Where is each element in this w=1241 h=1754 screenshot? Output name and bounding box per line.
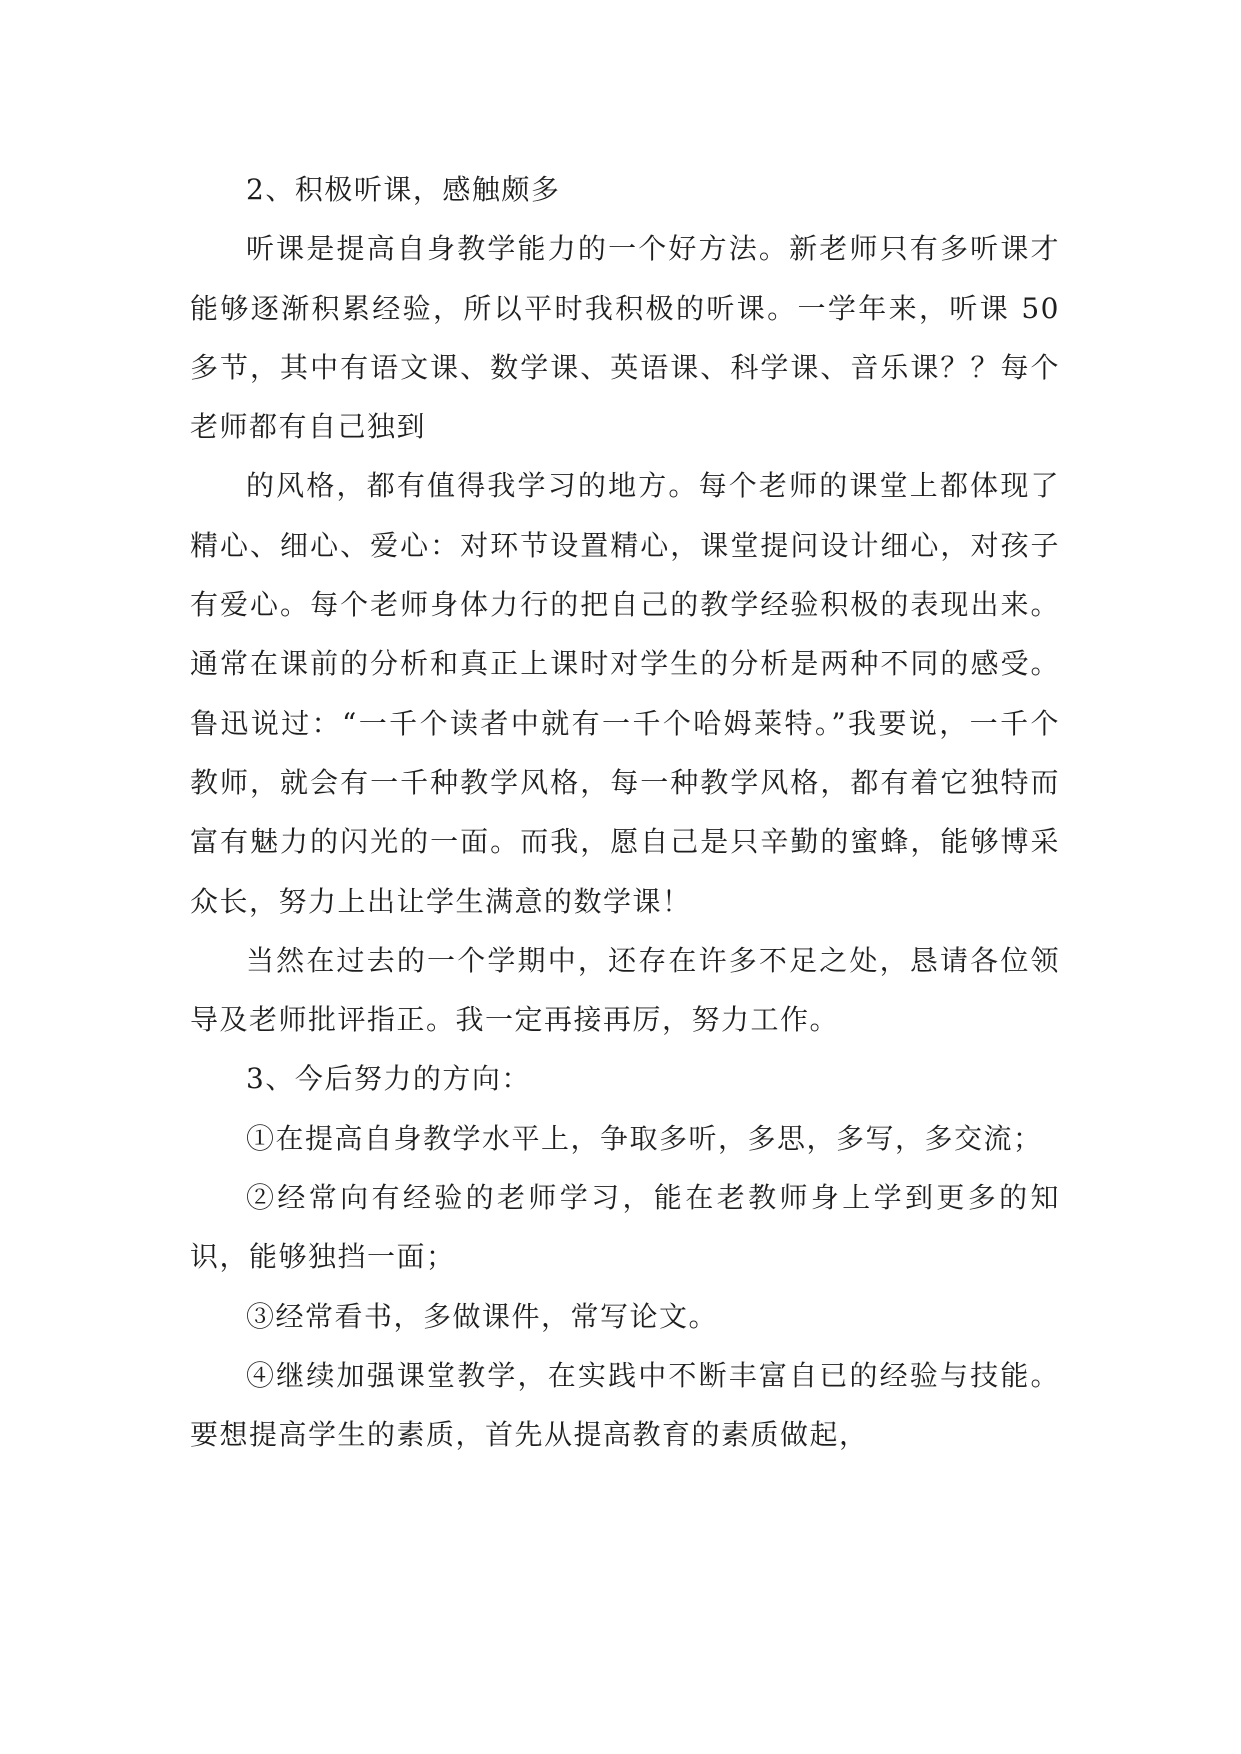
list-item-2: ②经常向有经验的老师学习，能在老教师身上学到更多的知识，能够独挡一面； — [190, 1181, 1060, 1274]
list-item-4: ④继续加强课堂教学，在实践中不断丰富自已的经验与技能。要想提高学生的素质，首先从提高教育的素质做起， — [190, 1358, 1060, 1452]
document-body — [190, 160, 1060, 1465]
paragraph-shortcomings: 当然在过去的一个学期中，还存在许多不足之处，恳请各位领导及老师批评指正。我一定再接再厉，努力工作。 — [190, 943, 1060, 1037]
paragraph-heading-listening: 2、积极听课，感触颇多 — [246, 173, 561, 206]
paragraph-listening-intro: 听课是提高自身教学能力的一个好方法。新老师只有多听课才能够逐渐积累经验，所以平时我积极的听课。一学年来，听课 50 多节，其中有语文课、数学课、英语课、科学课、音乐课？？每个老师都有自己独到 — [190, 232, 1060, 444]
paragraph-heading-future: 3、今后努力的方向： — [246, 1062, 531, 1096]
list-item-1: ①在提高自身教学水平上，争取多听，多思，多写，多交流； — [246, 1121, 1043, 1155]
list-item-3: ③经常看书，多做课件，常写论文。 — [246, 1299, 719, 1333]
paragraph-teaching-style: 的风格，都有值得我学习的地方。每个老师的课堂上都体现了精心、细心、爱心：对环节设置精心，课堂提问设计细心，对孩子有爱心。每个老师身体力行的把自己的教学经验积极的表现出来。通常在课前的分析和真正上课时对学生的分析是两种不同的感受。鲁迅说过：“一千个读者中就有一千个哈姆莱特。”我要说，一千个教师，就会有一千种教学风格，每一种教学风格，都有着它独特而富有魅力的闪光的一面。而我，愿自己是只辛勤的蜜蜂，能够博采众长，努力上出让学生满意的数学课！ — [190, 469, 1060, 918]
